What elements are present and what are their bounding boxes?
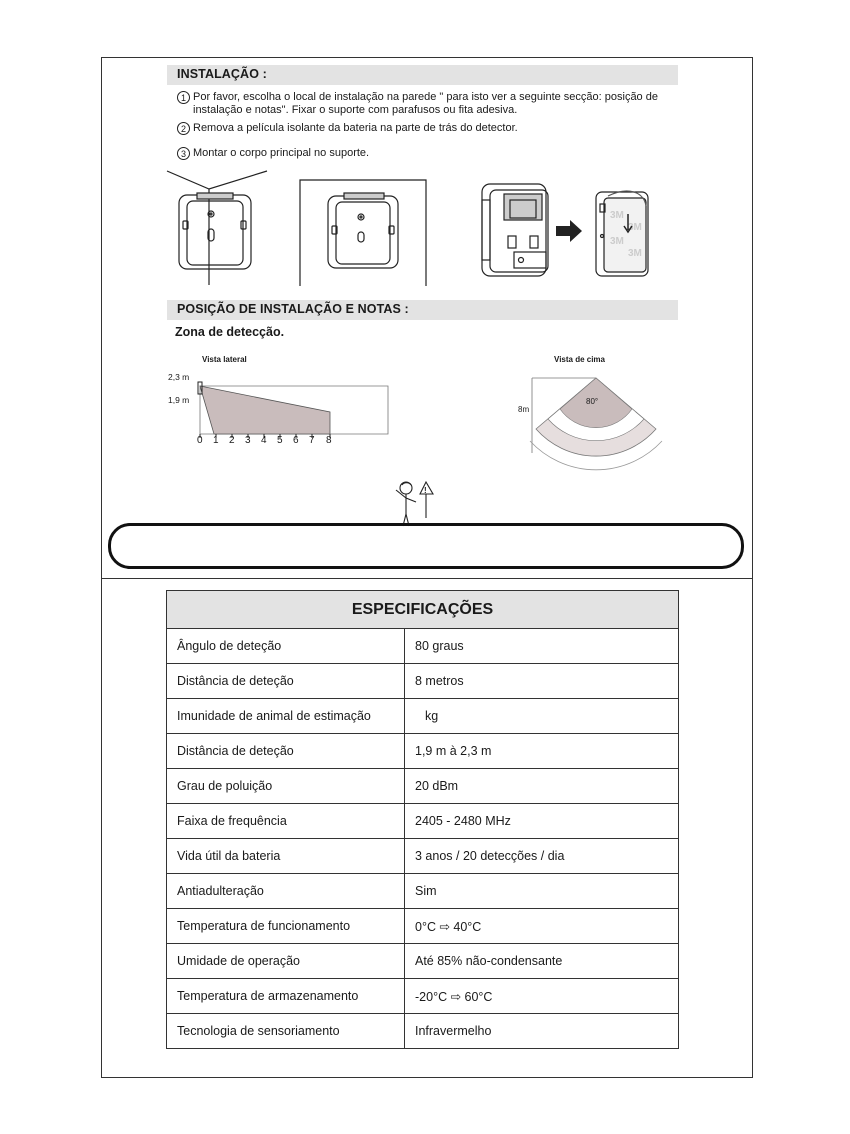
svg-text:!: ! [424,486,427,495]
top-view-diagram [530,375,670,460]
table-row [167,1014,679,1049]
tick-label: 2 [229,435,235,446]
position-title: POSIÇÃO DE INSTALAÇÃO E NOTAS : [177,302,409,316]
tape-label: 3M [610,236,624,247]
step-text: Por favor, escolha o local de instalação na parede " para isto ver a seguinte secção: posição de instalação e notas". Fixar o suporte com parafusos ou fita adesiva. [193,91,658,116]
height-2-3: 2,3 m [168,372,190,382]
angle-label: 80° [586,397,599,406]
zone-title: Zona de detecção. [175,325,285,339]
specifications-title: ESPECIFICAÇÕES [167,591,679,629]
install-step-1 [177,91,672,117]
tick-label: 6 [293,435,299,446]
table-row [167,839,679,874]
tick-label: 4 [261,435,267,446]
spec-label: Distância de deteção [167,664,405,699]
height-1-9: 1,9 m [168,395,190,405]
spec-value: Infravermelho [405,1014,679,1049]
step-number: 3 [177,147,190,160]
tick-label: 3 [245,435,251,446]
spec-label: Vida útil da bateria [167,839,405,874]
tick-label: 0 [197,435,203,446]
table-row [167,979,679,1014]
spec-value: 0°C ⇨ 40°C [405,909,679,944]
spec-value: Sim [405,874,679,909]
table-row [167,734,679,769]
step-number: 2 [177,122,190,135]
spec-label: Grau de poluição [167,769,405,804]
step-text: Remova a película isolante da bateria na parte de trás do detector. [193,122,518,134]
spec-label: Ângulo de deteção [167,629,405,664]
spec-label: Temperatura de funcionamento [167,909,405,944]
table-row [167,769,679,804]
installation-header [167,65,678,85]
wall-mount-illustration [300,180,430,286]
distance-label: 8m [518,405,530,414]
spec-label: Distância de deteção [167,734,405,769]
section-divider [101,578,753,579]
install-step-3 [177,147,672,160]
spec-label: Tecnologia de sensoriamento [167,1014,405,1049]
specifications-table [166,590,679,1049]
spec-value: 20 dBm [405,769,679,804]
table-row [167,874,679,909]
tick-label: 8 [326,435,332,446]
spec-value: kg [405,699,679,734]
table-row [167,944,679,979]
position-header [167,300,678,320]
install-step-2 [177,122,672,135]
corner-mount-illustration [167,165,277,285]
spec-value: -20°C ⇨ 60°C [405,979,679,1014]
spec-label: Temperatura de armazenamento [167,979,405,1014]
table-row [167,664,679,699]
tape-label: 3M [628,248,642,259]
tape-label: 3M [610,210,624,221]
tick-label: 5 [277,435,283,446]
tick-label: 7 [309,435,315,446]
spec-value: 1,9 m à 2,3 m [405,734,679,769]
spec-value: 8 metros [405,664,679,699]
tick-label: 1 [213,435,219,446]
top-view-label: Vista de cima [554,355,605,364]
spec-value: 80 graus [405,629,679,664]
table-row [167,804,679,839]
spec-label: Antiadulteração [167,874,405,909]
table-row [167,909,679,944]
tape-label: 3M [628,222,642,233]
installation-title: INSTALAÇÃO : [177,67,267,81]
spec-value: 2405 - 2480 MHz [405,804,679,839]
step-text: Montar o corpo principal no suporte. [193,147,370,159]
spec-label: Faixa de frequência [167,804,405,839]
spec-label: Umidade de operação [167,944,405,979]
spec-value: 3 anos / 20 detecções / dia [405,839,679,874]
spec-label: Imunidade de animal de estimação [167,699,405,734]
spec-value: Até 85% não-condensante [405,944,679,979]
battery-film-illustration [478,180,658,280]
table-row [167,699,679,734]
table-row [167,629,679,664]
side-view-label: Vista lateral [202,355,247,364]
step-number: 1 [177,91,190,104]
warning-character-icon [390,478,438,528]
notice-box [108,523,744,569]
